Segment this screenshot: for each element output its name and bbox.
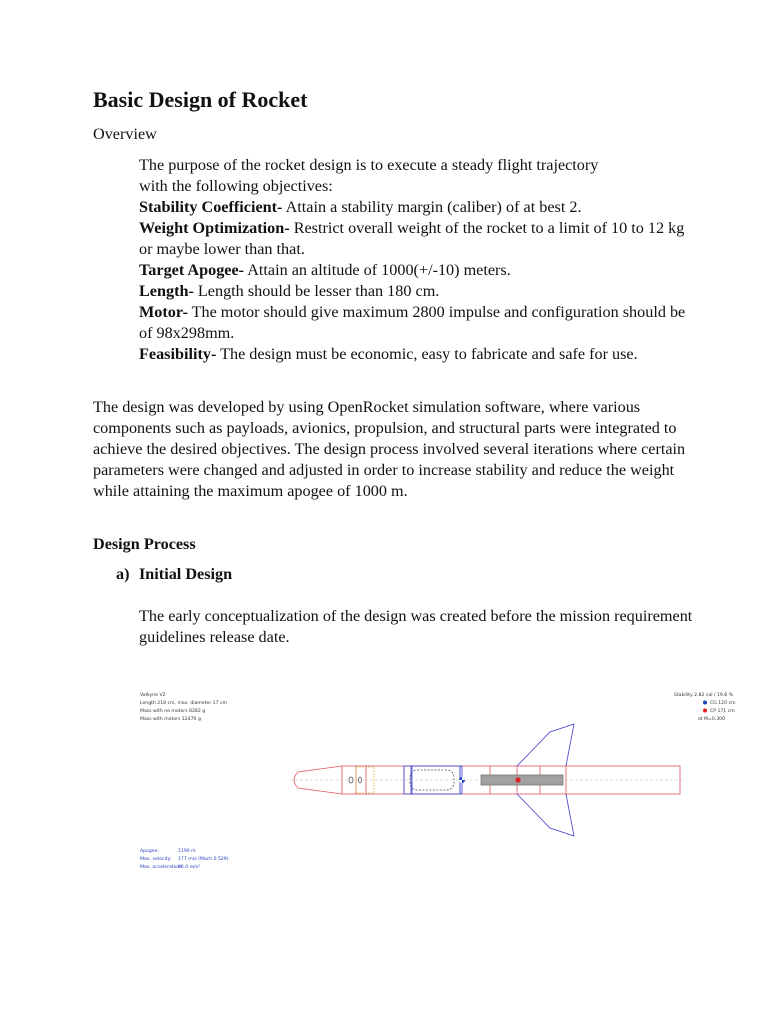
subsection-heading <box>116 564 232 585</box>
fig-cp-line: CP 171 cm <box>710 709 735 714</box>
objective-label: Feasibility- <box>139 345 217 363</box>
objective-label: Length- <box>139 282 194 300</box>
objective-length <box>139 281 699 302</box>
objective-text: The design must be economic, easy to fabricate and safe for use. <box>216 345 638 363</box>
design-process-heading: Design Process <box>93 535 196 553</box>
intro-line-2: with the following objectives: <box>139 177 333 195</box>
objective-label: Stability Coefficient- <box>139 198 283 216</box>
fig-stability-line: Stability 2.82 cal / 19.8 % <box>673 693 733 698</box>
fig-accel-value: 96.0 m/s² <box>178 865 200 870</box>
cg-icon <box>703 701 707 705</box>
fig-velocity-value: 177 m/s (Mach 0.529) <box>178 857 229 862</box>
overview-heading: Overview <box>93 125 157 143</box>
cp-icon <box>703 709 707 713</box>
fig-velocity-label: Max. velocity: <box>140 857 172 862</box>
objective-label: Target Apogee- <box>139 261 245 279</box>
fig-info-line: Length 218 cm, max. diameter 17 cm <box>140 701 227 706</box>
objective-stability <box>139 197 699 218</box>
cp-marker-icon <box>515 777 520 782</box>
rocket-design-figure <box>120 680 748 875</box>
subsection-title: Initial Design <box>139 565 233 583</box>
objective-motor <box>139 302 699 344</box>
fig-cg-line: CG 120 cm <box>710 701 736 706</box>
objective-text: Restrict overall weight of the rocket to a limit of 10 to 12 kg or maybe lower than that. <box>139 219 685 258</box>
fig-info-line: Valkyrie V2 <box>140 693 166 698</box>
cg-marker-quadrant <box>462 777 465 780</box>
objective-apogee <box>139 260 699 281</box>
design-paragraph: The design was developed by using OpenRocket simulation software, where various components such as payloads, avionics, propulsion, and structural parts were integrated to achieve the desired objectives. The design process involved several iterations where certain parameters were changed and adjusted in order to increase stability and reduce the weight while attaining the maximum apogee of 1000 m. <box>93 398 686 500</box>
fig-apogee-value: 1190 m <box>178 849 196 854</box>
objective-text: The motor should give maximum 2800 impulse and configuration should be of 98x298mm. <box>139 303 686 342</box>
early-paragraph: The early conceptualization of the design was created before the mission requirement guidelines release date. <box>139 607 693 646</box>
fig-info-line: Mass with no motors 8282 g <box>140 709 206 714</box>
objective-label: Motor- <box>139 303 188 321</box>
intro-line-1: The purpose of the rocket design is to execute a steady flight trajectory <box>139 156 599 174</box>
objective-text: Length should be lesser than 180 cm. <box>193 282 440 300</box>
cg-marker-quadrant <box>459 780 462 783</box>
page-title: Basic Design of Rocket <box>93 87 308 112</box>
objective-label: Weight Optimization- <box>139 219 290 237</box>
subsection-marker: a) <box>116 565 130 583</box>
objective-weight <box>139 218 699 260</box>
objective-feasibility <box>139 344 699 365</box>
fig-info-line: Mass with motors 12470 g <box>140 717 201 722</box>
objective-text: Attain a stability margin (caliber) of at best 2. <box>282 198 582 216</box>
fig-apogee-label: Apogee: <box>140 849 159 854</box>
objectives-block <box>139 155 699 365</box>
fig-mach-line: at M=0.300 <box>697 717 725 722</box>
rocket-drawing <box>290 724 685 836</box>
fig-accel-label: Max. acceleration: <box>140 865 183 870</box>
objective-text: Attain an altitude of 1000(+/-10) meters. <box>244 261 511 279</box>
